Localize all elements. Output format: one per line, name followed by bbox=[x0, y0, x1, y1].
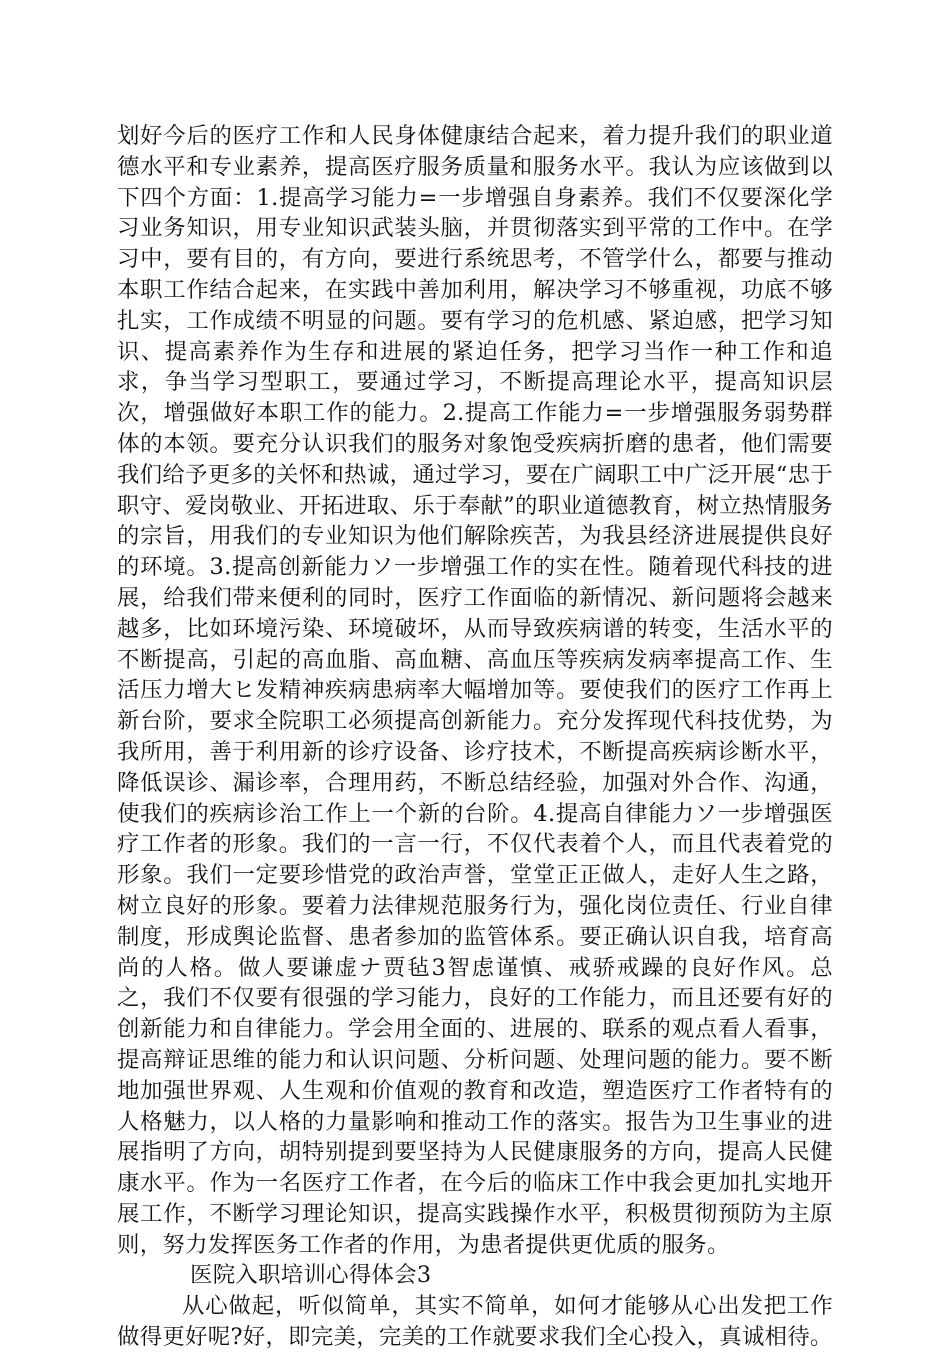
document-body bbox=[117, 121, 833, 1353]
body-paragraph: 划好今后的医疗工作和人民身体健康结合起来，着力提升我们的职业道德水平和专业素养，提高医疗服务质量和服务水平。我认为应该做到以下四个方面：1.提高学习能力=一步增强自身素养。我们不仅要深化学习业务知识，用专业知识武装头脑，并贯彻落实到平常的工作中。在学习中，要有目的，有方向，要进行系统思考，不管学什么，都要与推动本职工作结合起来，在实践中善加利用，解决学习不够重视，功底不够扎实，工作成绩不明显的问题。要有学习的危机感、紧迫感，把学习知识、提高素养作为生存和进展的紧迫任务，把学习当作一种工作和追求，争当学习型职工，要通过学习，不断提高理论水平，提高知识层次，增强做好本职工作的能力。2.提高工作能力=一步增强服务弱势群体的本领。要充分认识我们的服务对象饱受疾病折磨的患者，他们需要我们给予更多的关怀和热诚，通过学习，要在广阔职工中广泛开展“忠于职守、爱岗敬业、开拓进取、乐于奉献”的职业道德教育，树立热情服务的宗旨，用我们的专业知识为他们解除疾苦，为我县经济进展提供良好的环境。3.提高创新能力ソ一步增强工作的实在性。随着现代科技的进展，给我们带来便利的同时，医疗工作面临的新情况、新问题将会越来越多，比如环境污染、环境破坏，从而导致疾病谱的转变，生活水平的不断提高，引起的高血脂、高血糖、高血压等疾病发病率提高工作、生活压力增大ヒ发精神疾病患病率大幅增加等。要使我们的医疗工作再上新台阶，要求全院职工必须提高创新能力。充分发挥现代科技优势，为我所用，善于利用新的诊疗设备、诊疗技术，不断提高疾病诊断水平，降低误诊、漏诊率，合理用药，不断总结经验，加强对外合作、沟通，使我们的疾病诊治工作上一个新的台阶。4.提高自律能力ソ一步增强医疗工作者的形象。我们的一言一行，不仅代表着个人，而且代表着党的形象。我们一定要珍惜党的政治声誉，堂堂正正做人，走好人生之路，树立良好的形象。要着力法律规范服务行为，强化岗位责任、行业自律制度，形成舆论监督、患者参加的监管体系。要正确认识自我，培育高尚的人格。做人要谦虚ナ贾毡3智虑谨慎、戒骄戒躁的良好作风。总之，我们不仅要有很强的学习能力，良好的工作能力，而且还要有好的创新能力和自律能力。学会用全面的、进展的、联系的观点看人看事，提高辩证思维的能力和认识问题、分析问题、处理问题的能力。要不断地加强世界观、人生观和价值观的教育和改造，塑造医疗工作者特有的人格魅力，以人格的力量影响和推动工作的落实。报告为卫生事业的进展指明了方向，胡特别提到要坚持为人民健康服务的方向，提高人民健康水平。作为一名医疗工作者，在今后的临床工作中我会更加扎实地开展工作，不断学习理论知识，提高实践操作水平，积极贯彻预防为主原则，努力发挥医务工作者的作用，为患者提供更优质的服务。 bbox=[117, 123, 833, 1258]
section-heading: 医院入职培训心得体会3 bbox=[190, 1262, 432, 1289]
body-paragraph: 从心做起，听似简单，其实不简单，如何才能够从心出发把工作做得更好呢?好，即完美，完美的工作就要求我们全心投入，真诚相待。 bbox=[117, 1293, 833, 1351]
